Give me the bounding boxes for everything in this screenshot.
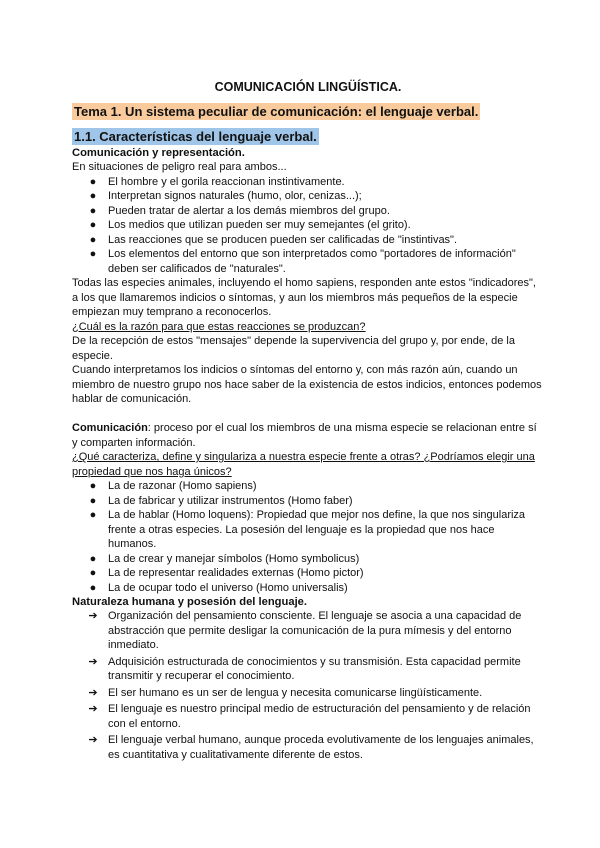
arrow-icon: ➔	[88, 610, 98, 622]
cuando-paragraph: Cuando interpretamos los indicios o síntomas del entorno y, con más razón aún, cuando un miembro de nuestro grupo nos hace saber de la existencia de estos indicios, entonces podemos hablar de comunicación.	[72, 364, 542, 405]
list-item-text: Las reacciones que se producen pueden ser calificadas de "instintivas".	[108, 233, 458, 246]
list-item	[72, 204, 544, 219]
list-item-text: Los elementos del entorno que son interpretados como "portadores de información" deben ser calificados de "naturales".	[108, 248, 516, 275]
bullet-icon: ●	[89, 248, 97, 260]
bullet-list-reactions	[72, 175, 544, 277]
list-item	[72, 508, 544, 552]
definition-paragraph	[72, 421, 544, 450]
question-especie: ¿Qué caracteriza, define y singulariza a nuestra especie frente a otras? ¿Podríamos elegir una propiedad que nos haga únicos?	[72, 451, 535, 478]
list-item-text: La de fabricar y utilizar instrumentos (Homo faber)	[108, 494, 353, 507]
list-item	[72, 494, 544, 509]
recepcion-paragraph: De la recepción de estos "mensajes" depende la supervivencia del grupo y, por ende, de la especie.	[72, 335, 515, 362]
list-item	[72, 609, 544, 653]
list-item-text: La de representar realidades externas (Homo pictor)	[108, 567, 364, 579]
tema-heading	[72, 104, 544, 119]
list-item-text: La de razonar (Homo sapiens)	[108, 480, 257, 492]
arrow-icon: ➔	[88, 686, 98, 699]
list-item-text: El lenguaje es nuestro principal medio de estructuración del pensamiento y de relación con el entorno.	[108, 703, 531, 730]
list-item-text: El hombre y el gorila reaccionan instintivamente.	[108, 175, 345, 188]
arrow-icon: ➔	[88, 734, 98, 746]
bullet-icon: ●	[89, 190, 97, 202]
bullet-icon: ●	[89, 567, 97, 579]
spacer	[72, 407, 544, 422]
intro-paragraph: En situaciones de peligro real para ambos...	[72, 161, 287, 173]
definition-text: : proceso por el cual los miembros de una misma especie se relacionan entre sí y comparten información.	[72, 422, 537, 449]
list-item	[72, 247, 544, 276]
bullet-list-propiedades	[72, 479, 544, 595]
arrow-icon: ➔	[88, 703, 98, 715]
subheading-naturaleza: Naturaleza humana y posesión del lenguaje.	[72, 596, 308, 608]
list-item-text: Organización del pensamiento consciente. El lenguaje se asocia a una capacidad de abstracción que permite desligar la comunicación de la pura mímesis y del entorno inmediato.	[108, 610, 522, 651]
list-item-text: El ser humano es un ser de lengua y necesita comunicarse lingüísticamente.	[108, 686, 483, 699]
definition-term: Comunicación	[72, 422, 148, 434]
list-item	[72, 581, 544, 596]
bullet-icon: ●	[89, 233, 97, 246]
bullet-icon: ●	[89, 480, 97, 492]
section-heading-text: 1.1. Características del lenguaje verbal.	[74, 129, 317, 144]
list-item-text: La de crear y manejar símbolos (Homo symbolicus)	[108, 552, 360, 565]
list-item	[72, 175, 544, 190]
especies-paragraph: Todas las especies animales, incluyendo el homo sapiens, responden ante estos "indicadores", a los que llamaremos indicios o síntomas, y aun los miembros más pequeños de la especie empiezan muy temprano a reconocerlos.	[72, 277, 536, 318]
bullet-icon: ●	[89, 494, 97, 507]
list-item-text: La de hablar (Homo loquens): Propiedad que mejor nos define, la que nos singulariza frente a otras especies. La posesión del lenguaje es la propiedad que nos hace humanos.	[108, 509, 526, 550]
bullet-icon: ●	[89, 581, 97, 594]
bullet-icon: ●	[89, 175, 97, 188]
list-item-text: Pueden tratar de alertar a los demás miembros del grupo.	[108, 204, 390, 217]
list-item	[72, 566, 544, 581]
bullet-icon: ●	[89, 204, 97, 217]
list-item-text: El lenguaje verbal humano, aunque proceda evolutivamente de los lenguajes animales, es cuantitativa y cualitativamente diferente de estos.	[108, 734, 534, 761]
list-item	[72, 686, 544, 701]
arrow-list-naturaleza	[72, 609, 544, 762]
list-item	[72, 233, 544, 248]
list-item	[72, 218, 544, 233]
question-razon: ¿Cuál es la razón para que estas reacciones se produzcan?	[72, 320, 366, 333]
bullet-icon: ●	[89, 509, 97, 521]
list-item	[72, 702, 544, 731]
bullet-icon: ●	[89, 552, 97, 565]
tema-heading-text: Tema 1. Un sistema peculiar de comunicación: el lenguaje verbal.	[74, 104, 479, 119]
list-item	[72, 655, 544, 684]
list-item	[72, 552, 544, 567]
list-item-text: Adquisición estructurada de conocimientos y su transmisión. Esta capacidad permite transmitir y recuperar el conocimiento.	[108, 655, 521, 682]
list-item	[72, 733, 544, 762]
list-item-text: Interpretan signos naturales (humo, olor, cenizas...);	[108, 190, 362, 202]
arrow-icon: ➔	[88, 655, 98, 668]
list-item	[72, 189, 544, 204]
section-heading	[72, 129, 544, 144]
list-item-text: Los medios que utilizan pueden ser muy semejantes (el grito).	[108, 219, 411, 231]
list-item	[72, 479, 544, 494]
document-title: COMUNICACIÓN LINGÜÍSTICA.	[214, 80, 402, 94]
subheading-comunicacion: Comunicación y representación.	[72, 147, 245, 159]
bullet-icon: ●	[89, 219, 97, 231]
list-item-text: La de ocupar todo el universo (Homo universalis)	[108, 581, 348, 594]
